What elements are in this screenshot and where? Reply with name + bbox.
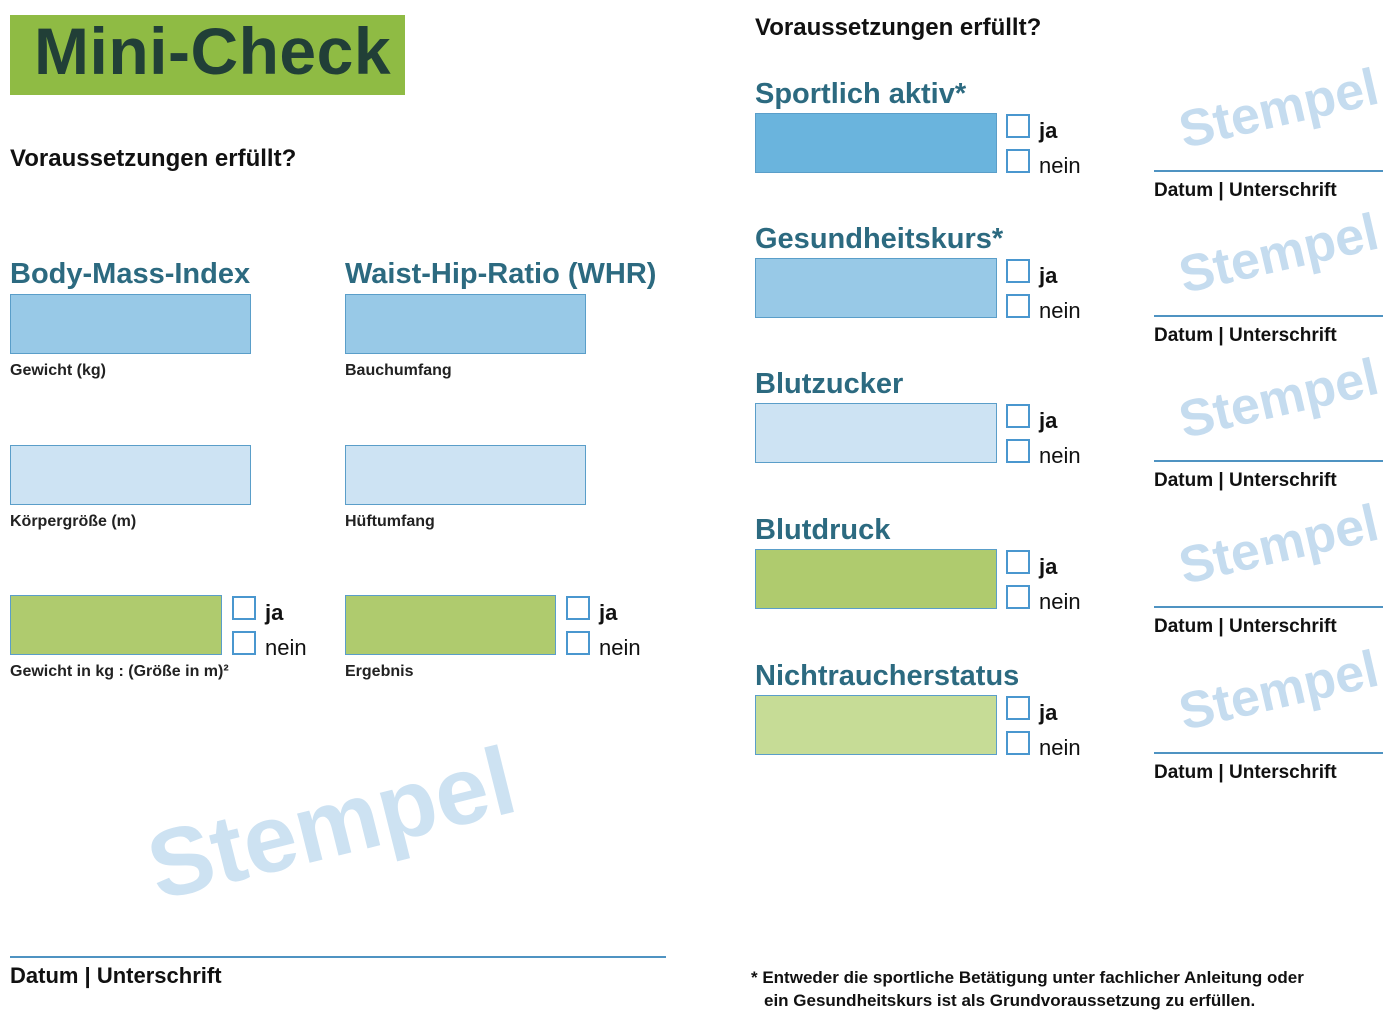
bmi-yes-checkbox[interactable] [232, 596, 256, 620]
requirement-yes-label: ja [1039, 408, 1058, 433]
signature-line [1154, 460, 1383, 462]
bmi-no-label: nein [265, 635, 307, 660]
requirement-no-checkbox[interactable] [1006, 294, 1030, 318]
whr-yes-checkbox[interactable] [566, 596, 590, 620]
whr-result-field[interactable] [345, 595, 556, 655]
bmi-yes-label: ja [265, 600, 284, 625]
weight-field[interactable] [10, 294, 251, 354]
requirement-field[interactable] [755, 113, 997, 173]
bmi-formula-label: Gewicht in kg : (Größe in m)² [10, 663, 229, 680]
hip-label: Hüftumfang [345, 513, 435, 530]
bmi-no-checkbox[interactable] [232, 631, 256, 655]
hip-field[interactable] [345, 445, 586, 505]
waist-field[interactable] [345, 294, 586, 354]
stamp-placeholder: Stempel [1173, 57, 1384, 160]
signature-label: Datum | Unterschrift [1154, 616, 1337, 637]
requirement-yes-label: ja [1039, 118, 1058, 143]
bmi-title: Body-Mass-Index [10, 258, 251, 290]
requirement-title: Blutzucker [755, 368, 904, 400]
stamp-placeholder: Stempel [137, 726, 526, 921]
requirement-title: Sportlich aktiv* [755, 78, 967, 110]
footnote-line-2: ein Gesundheitskurs ist als Grundvoraussetzung zu erfüllen. [764, 991, 1256, 1010]
signature-label: Datum | Unterschrift [1154, 325, 1337, 346]
requirements-question: Voraussetzungen erfüllt? [10, 145, 297, 172]
bmi-result-field[interactable] [10, 595, 222, 655]
requirement-yes-checkbox[interactable] [1006, 404, 1030, 428]
requirement-yes-checkbox[interactable] [1006, 550, 1030, 574]
requirement-no-label: nein [1039, 443, 1081, 468]
requirement-yes-checkbox[interactable] [1006, 114, 1030, 138]
requirement-no-checkbox[interactable] [1006, 731, 1030, 755]
requirement-no-checkbox[interactable] [1006, 149, 1030, 173]
stamp-placeholder: Stempel [1173, 639, 1384, 742]
requirement-field[interactable] [755, 403, 997, 463]
stamp-placeholder: Stempel [1173, 493, 1384, 596]
signature-label: Datum | Unterschrift [1154, 470, 1337, 491]
waist-label: Bauchumfang [345, 362, 452, 379]
requirement-field[interactable] [755, 258, 997, 318]
requirement-no-label: nein [1039, 735, 1081, 760]
requirement-yes-label: ja [1039, 263, 1058, 288]
stamp-placeholder: Stempel [1173, 202, 1384, 305]
signature-label: Datum | Unterschrift [1154, 180, 1337, 201]
requirement-no-label: nein [1039, 298, 1081, 323]
requirement-yes-label: ja [1039, 554, 1058, 579]
stamp-placeholder: Stempel [1173, 347, 1384, 450]
height-field[interactable] [10, 445, 251, 505]
requirement-title: Gesundheitskurs* [755, 223, 1004, 255]
signature-line [10, 956, 666, 958]
result-label: Ergebnis [345, 663, 414, 680]
weight-label: Gewicht (kg) [10, 362, 107, 379]
whr-no-checkbox[interactable] [566, 631, 590, 655]
signature-line [1154, 606, 1383, 608]
requirement-yes-label: ja [1039, 700, 1058, 725]
height-label: Körpergröße (m) [10, 513, 137, 530]
requirement-no-label: nein [1039, 153, 1081, 178]
signature-label: Datum | Unterschrift [10, 963, 222, 988]
requirement-yes-checkbox[interactable] [1006, 696, 1030, 720]
requirement-field[interactable] [755, 695, 997, 755]
requirements-question-right: Voraussetzungen erfüllt? [755, 14, 1042, 41]
footnote-line-1: * Entweder die sportliche Betätigung unter fachlicher Anleitung oder [751, 968, 1304, 987]
signature-line [1154, 315, 1383, 317]
requirement-title: Blutdruck [755, 514, 891, 546]
whr-title: Waist-Hip-Ratio (WHR) [345, 258, 657, 290]
page-title: Mini-Check [34, 14, 392, 88]
requirement-no-checkbox[interactable] [1006, 439, 1030, 463]
requirement-title: Nichtraucherstatus [755, 660, 1020, 692]
requirement-yes-checkbox[interactable] [1006, 259, 1030, 283]
requirement-no-checkbox[interactable] [1006, 585, 1030, 609]
signature-label: Datum | Unterschrift [1154, 762, 1337, 783]
whr-yes-label: ja [599, 600, 618, 625]
requirement-field[interactable] [755, 549, 997, 609]
whr-no-label: nein [599, 635, 641, 660]
signature-line [1154, 752, 1383, 754]
requirement-no-label: nein [1039, 589, 1081, 614]
signature-line [1154, 170, 1383, 172]
